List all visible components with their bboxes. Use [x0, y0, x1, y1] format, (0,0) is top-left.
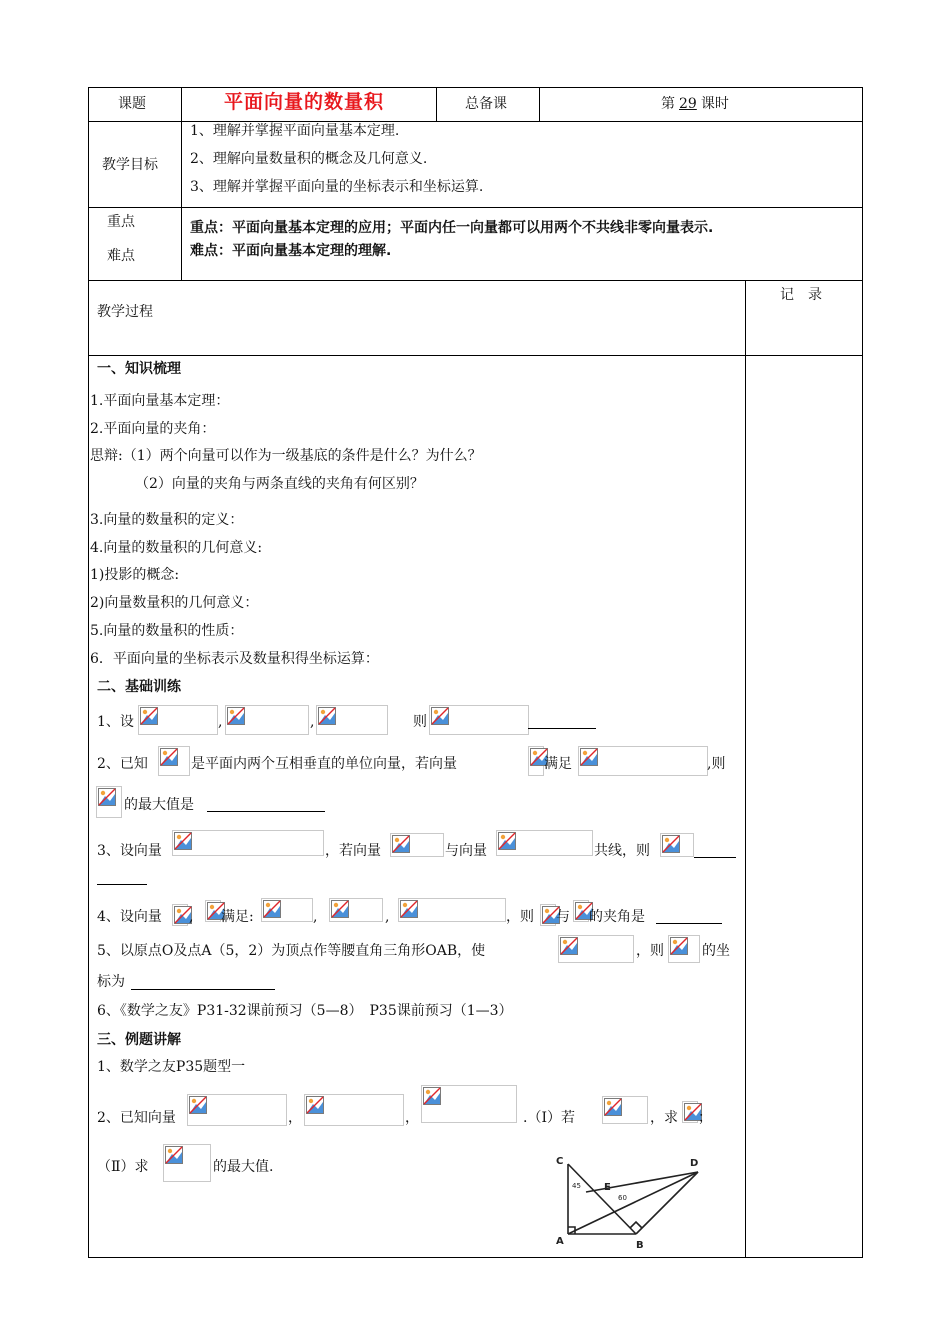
- formula-image: [429, 705, 529, 735]
- row-divider: [88, 207, 863, 208]
- exercise-text: 6、《数学之友》P31-32课前预习（5—8） P35课前预习（1—3）: [97, 1003, 513, 1019]
- exercise-text: ,: [313, 909, 318, 925]
- exercise-text: 4、设向量: [97, 909, 162, 925]
- exercise-text: 则: [413, 714, 427, 730]
- knowledge-line: 5.向量的数量积的性质：: [90, 623, 244, 639]
- exercise-text: ，则: [506, 909, 534, 925]
- exercise-text: 1、设: [97, 714, 134, 730]
- formula-image: [682, 1101, 698, 1123]
- formula-image: [304, 1094, 404, 1126]
- formula-image: [528, 746, 544, 776]
- example-text: （Ⅱ）求: [97, 1159, 149, 1175]
- formula-image: [660, 833, 694, 857]
- broken-image-icon: [560, 937, 578, 955]
- exercise-text: 的夹角是: [589, 909, 645, 925]
- broken-image-icon: [174, 832, 192, 850]
- formula-image: [398, 898, 506, 922]
- broken-image-icon: [98, 788, 116, 806]
- broken-image-icon: [431, 707, 449, 725]
- exercise-text: 与向量: [445, 843, 487, 859]
- lesson-number: 第 29 课时: [661, 96, 729, 112]
- difficult-label: 难点: [107, 248, 135, 264]
- exercise-text: ,: [385, 909, 390, 925]
- point-label-c: C: [556, 1156, 564, 1167]
- point-label-b: B: [636, 1240, 644, 1251]
- example-text: ，: [405, 1110, 419, 1126]
- knowledge-line: 1.平面向量基本定理：: [90, 393, 230, 409]
- exercise-text: 共线，则: [594, 843, 650, 859]
- objectives-label: 教学目标: [102, 157, 158, 173]
- example-text: ，求: [650, 1110, 678, 1126]
- knowledge-line: 2)向量数量积的几何意义：: [90, 595, 259, 611]
- answer-blank: [97, 870, 147, 885]
- answer-blank: [528, 714, 596, 729]
- formula-image: [390, 833, 444, 857]
- exercise-text: 2、已知: [97, 756, 148, 772]
- formula-image: [421, 1085, 517, 1123]
- exercise-text: ,: [310, 714, 315, 730]
- broken-image-icon: [189, 1096, 207, 1114]
- formula-image: [96, 786, 122, 818]
- exercise-text: 的坐: [702, 943, 730, 959]
- broken-image-icon: [604, 1098, 622, 1116]
- table-border-bottom: [88, 1257, 863, 1258]
- example-text: 2、已知向量: [97, 1110, 176, 1126]
- broken-image-icon: [392, 835, 410, 853]
- knowledge-line: 4.向量的数量积的几何意义:: [90, 540, 263, 556]
- point-label-e: E: [604, 1182, 611, 1193]
- example-text: ，: [288, 1110, 302, 1126]
- exercise-text: 3、设向量: [97, 843, 162, 859]
- broken-image-icon: [670, 937, 688, 955]
- broken-image-icon: [165, 1146, 183, 1164]
- exercise-text: ,: [189, 909, 194, 925]
- exercise-text: 5、以原点O及点A（5，2）为顶点作等腰直角三角形OAB，使: [97, 943, 486, 959]
- answer-blank: [207, 797, 325, 812]
- formula-image: [558, 935, 634, 963]
- formula-image: [225, 705, 309, 735]
- formula-image: [573, 900, 589, 922]
- knowledge-line: 6．平面向量的坐标表示及数量积得坐标运算：: [90, 651, 379, 667]
- answer-blank: [694, 843, 736, 858]
- broken-image-icon: [227, 707, 245, 725]
- example-text: 的最大值.: [213, 1159, 274, 1175]
- row-divider: [88, 280, 863, 281]
- geometry-figure: [552, 1152, 712, 1252]
- formula-image: [578, 746, 708, 776]
- knowledge-line: 2.平面向量的夹角：: [90, 421, 216, 437]
- exercise-text: ,则: [707, 756, 726, 772]
- formula-image: [540, 904, 556, 926]
- exercise-text: ，若向量: [325, 843, 381, 859]
- knowledge-line: （2）向量的夹角与两条直线的夹角有何区别？: [135, 476, 424, 492]
- exercise-text: 满足:: [221, 909, 254, 925]
- process-label: 教学过程: [97, 304, 153, 320]
- knowledge-line: 思辩:（1）两个向量可以作为一级基底的条件是什么？为什么？: [90, 448, 482, 464]
- formula-image: [261, 898, 313, 922]
- angle-label-60: 60: [618, 1194, 627, 1202]
- table-border-top: [88, 87, 863, 88]
- formula-image: [172, 830, 324, 856]
- broken-image-icon: [263, 900, 281, 918]
- key-points-text: 重点：平面向量基本定理的应用；平面内任一向量都可以用两个不共线非零向量表示.: [190, 220, 714, 236]
- topic-label: 课题: [118, 96, 146, 112]
- angle-label-45: 45: [572, 1182, 581, 1190]
- knowledge-line: 1)投影的概念:: [90, 567, 180, 583]
- col-divider: [436, 87, 437, 122]
- key-label: 重点: [107, 214, 135, 230]
- knowledge-line: 3.向量的数量积的定义：: [90, 512, 244, 528]
- lesson-title: 平面向量的数量积: [224, 91, 385, 113]
- broken-image-icon: [160, 748, 178, 766]
- formula-image: [163, 1144, 211, 1182]
- formula-image: [138, 705, 218, 735]
- col-divider: [539, 87, 540, 122]
- example-text: .（Ⅰ）若: [523, 1110, 575, 1126]
- objective-item: 1、理解并掌握平面向量基本定理.: [190, 123, 400, 139]
- table-border-right: [862, 87, 863, 1258]
- formula-image: [496, 830, 593, 856]
- answer-blank: [131, 975, 275, 990]
- section-heading: 一、知识梳理: [97, 361, 181, 377]
- exercise-text: 标为: [97, 974, 125, 990]
- col-divider: [181, 87, 182, 281]
- difficult-points-text: 难点：平面向量基本定理的理解.: [190, 243, 392, 259]
- broken-image-icon: [498, 832, 516, 850]
- broken-image-icon: [400, 900, 418, 918]
- formula-image: [158, 746, 190, 776]
- exercise-text: 与: [556, 909, 570, 925]
- broken-image-icon: [331, 900, 349, 918]
- example-text: 1、数学之友P35题型一: [97, 1059, 246, 1075]
- exercise-text: ，则: [636, 943, 664, 959]
- broken-image-icon: [423, 1087, 441, 1105]
- point-label-d: D: [690, 1158, 699, 1169]
- record-label: 记 录: [780, 287, 822, 303]
- broken-image-icon: [140, 707, 158, 725]
- formula-image: [329, 898, 383, 922]
- formula-image: [602, 1096, 648, 1124]
- row-divider: [88, 355, 863, 356]
- formula-image: [316, 705, 388, 735]
- section-heading: 二、基础训练: [97, 679, 181, 695]
- exercise-text: 满足: [544, 756, 572, 772]
- broken-image-icon: [318, 707, 336, 725]
- formula-image: [187, 1094, 287, 1126]
- exercise-text: ,: [218, 714, 223, 730]
- section-heading: 三、例题讲解: [97, 1032, 181, 1048]
- formula-image: [205, 900, 221, 922]
- table-border-left: [88, 87, 89, 1258]
- broken-image-icon: [580, 748, 598, 766]
- prep-label: 总备课: [465, 96, 507, 112]
- objective-item: 2、理解向量数量积的概念及几何意义.: [190, 151, 428, 167]
- example-text: ；: [698, 1110, 712, 1126]
- exercise-text: 是平面内两个互相垂直的单位向量，若向量: [191, 756, 457, 772]
- point-label-a: A: [556, 1236, 564, 1247]
- broken-image-icon: [306, 1096, 324, 1114]
- answer-blank: [656, 909, 722, 924]
- record-col-divider: [745, 280, 746, 1258]
- exercise-text: 的最大值是: [124, 797, 194, 813]
- formula-image: [172, 904, 188, 926]
- objective-item: 3、理解并掌握平面向量的坐标表示和坐标运算.: [190, 179, 484, 195]
- formula-image: [668, 935, 700, 963]
- broken-image-icon: [662, 835, 680, 853]
